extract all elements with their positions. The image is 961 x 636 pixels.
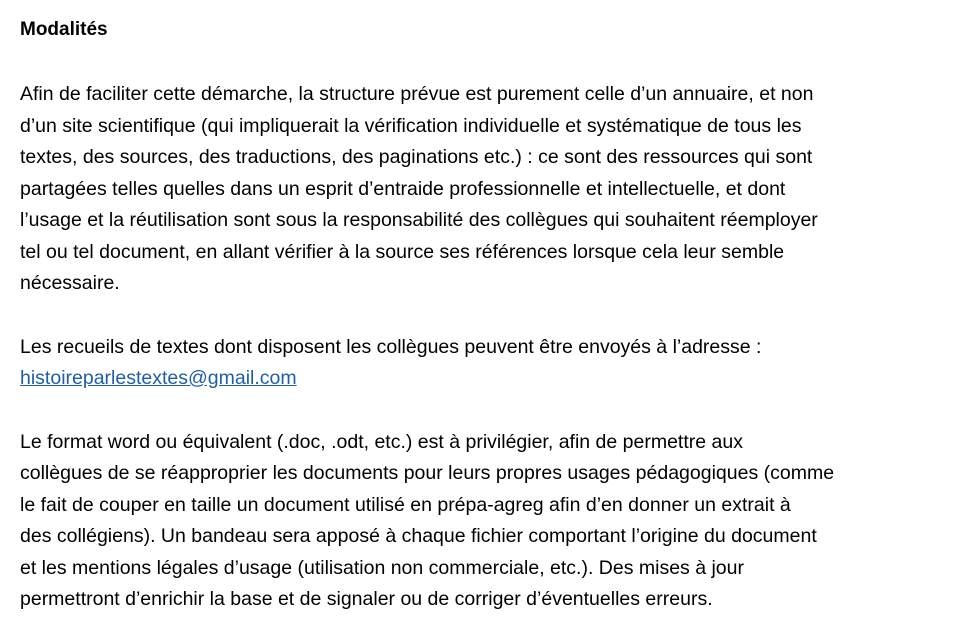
paragraph-line: des collégiens). Un bandeau sera apposé à chaque fichier comportant l’origine du document [20,525,817,547]
paragraph-line: Le format word ou équivalent (.doc, .odt, etc.) est à privilégier, afin de permettre aux [20,430,743,453]
paragraph-line: partagées telles quelles dans un esprit d’entraide professionnelle et intellectuelle, et dont [20,177,786,200]
paragraph-line: Afin de faciliter cette démarche, la structure prévue est purement celle d’un annuaire, et non [20,83,814,105]
section-heading: Modalités [20,19,108,40]
paragraph-line: textes, des sources, des traductions, des paginations etc.) : ce sont des ressources qui sont [20,146,813,168]
paragraph-format [20,427,941,616]
paragraph-submission [20,332,941,395]
email-link[interactable]: histoireparlestextes@gmail.com [20,367,297,389]
spacer [20,300,941,332]
spacer [20,44,941,79]
paragraph-line: et les mentions légales d’usage (utilisation non commerciale, etc.). Des mises à jour [20,556,744,579]
spacer [20,395,941,427]
paragraph-line: permettront d’enrichir la base et de signaler ou de corriger d’éventuelles erreurs. [20,588,713,610]
paragraph-line: collègues de se réapproprier les documents pour leurs propres usages pédagogiques (comme [20,462,835,484]
paragraph-line: Les recueils de textes dont disposent les collègues peuvent être envoyés à l’adresse : [20,335,762,358]
paragraph-purpose [20,79,941,300]
paragraph-line: le fait de couper en taille un document utilisé en prépa-agreg afin d’en donner un extrait à [20,493,791,516]
paragraph-line: d’un site scientifique (qui impliquerait la vérification individuelle et systématique de tous les [20,114,802,137]
paragraph-line: tel ou tel document, en allant vérifier à la source ses références lorsque cela leur semble [20,240,785,263]
paragraph-line: l’usage et la réutilisation sont sous la responsabilité des collègues qui souhaitent réemployer [20,209,818,231]
paragraph-line: nécessaire. [20,272,120,294]
